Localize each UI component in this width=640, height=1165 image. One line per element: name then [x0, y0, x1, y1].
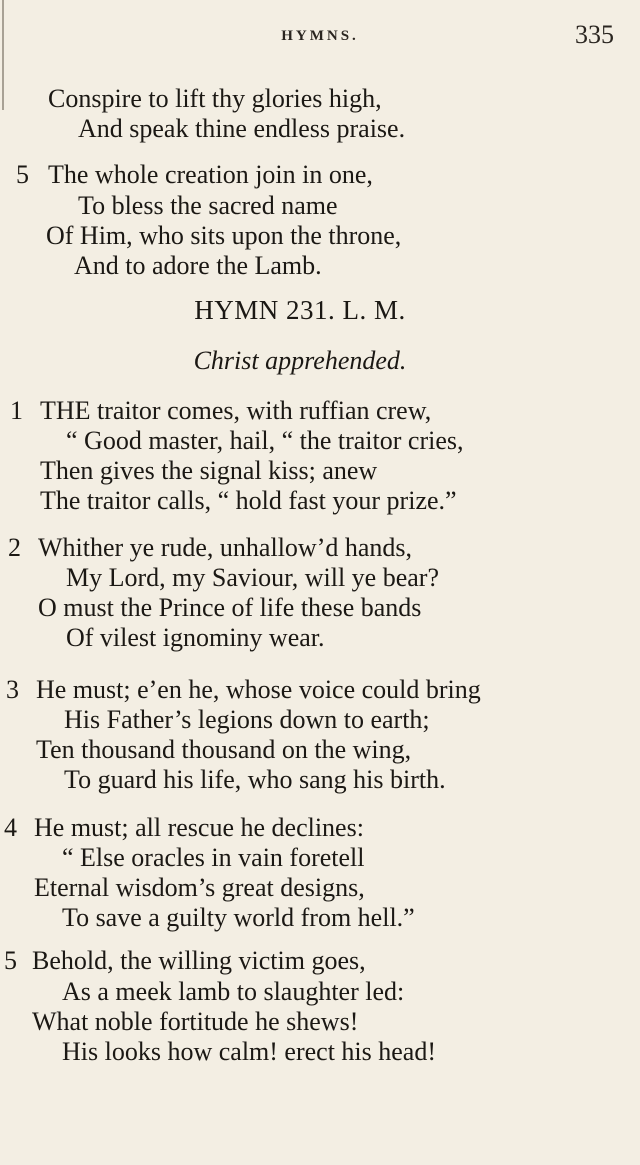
page-number: 335	[575, 20, 614, 49]
hymn-subtitle: Christ apprehended.	[193, 346, 407, 375]
verse-line: To bless the sacred name	[78, 191, 338, 220]
running-head: HYMNS.	[281, 28, 359, 44]
verse-line: And speak thine endless praise.	[78, 114, 406, 143]
stanza-number: 5	[16, 160, 29, 189]
stanza-number: 3	[6, 675, 19, 704]
verse-line: Conspire to lift thy glories high,	[48, 84, 382, 113]
verse-line: The traitor calls, “ hold fast your prize.”	[40, 486, 457, 515]
verse-line: O must the Prince of life these bands	[38, 593, 422, 622]
verse-line: And to adore the Lamb.	[74, 251, 322, 280]
verse-line: As a meek lamb to slaughter led:	[62, 977, 405, 1006]
verse-line: Whither ye rude, unhallow’d hands,	[38, 533, 413, 562]
verse-line: His looks how calm! erect his head!	[62, 1037, 437, 1066]
stanza-number: 4	[4, 813, 17, 842]
verse-line: Then gives the signal kiss; anew	[40, 456, 378, 485]
page-edge-rule	[2, 0, 4, 110]
verse-line: Of vilest ignominy wear.	[66, 623, 325, 652]
stanza-number: 1	[10, 396, 23, 425]
verse-line: Of Him, who sits upon the throne,	[46, 221, 402, 250]
verse-line: “ Else oracles in vain foretell	[62, 843, 365, 872]
verse-line: To save a guilty world from hell.”	[62, 903, 415, 932]
verse-line: He must; e’en he, whose voice could bring	[36, 675, 481, 704]
verse-line: THE traitor comes, with ruffian crew,	[40, 396, 432, 425]
verse-line: He must; all rescue he declines:	[34, 813, 364, 842]
verse-line: Behold, the willing victim goes,	[32, 946, 366, 975]
verse-line: Eternal wisdom’s great designs,	[34, 873, 365, 902]
verse-line: To guard his life, who sang his birth.	[64, 765, 446, 794]
verse-line: My Lord, my Saviour, will ye bear?	[66, 563, 439, 592]
stanza-number: 5	[4, 946, 17, 975]
verse-line: What noble fortitude he shews!	[32, 1007, 359, 1036]
verse-line: “ Good master, hail, “ the traitor cries,	[66, 426, 464, 455]
verse-line: Ten thousand thousand on the wing,	[36, 735, 412, 764]
hymn-title: HYMN 231. L. M.	[194, 295, 406, 325]
verse-line: The whole creation join in one,	[48, 160, 373, 189]
stanza-number: 2	[8, 533, 21, 562]
verse-line: His Father’s legions down to earth;	[64, 705, 430, 734]
